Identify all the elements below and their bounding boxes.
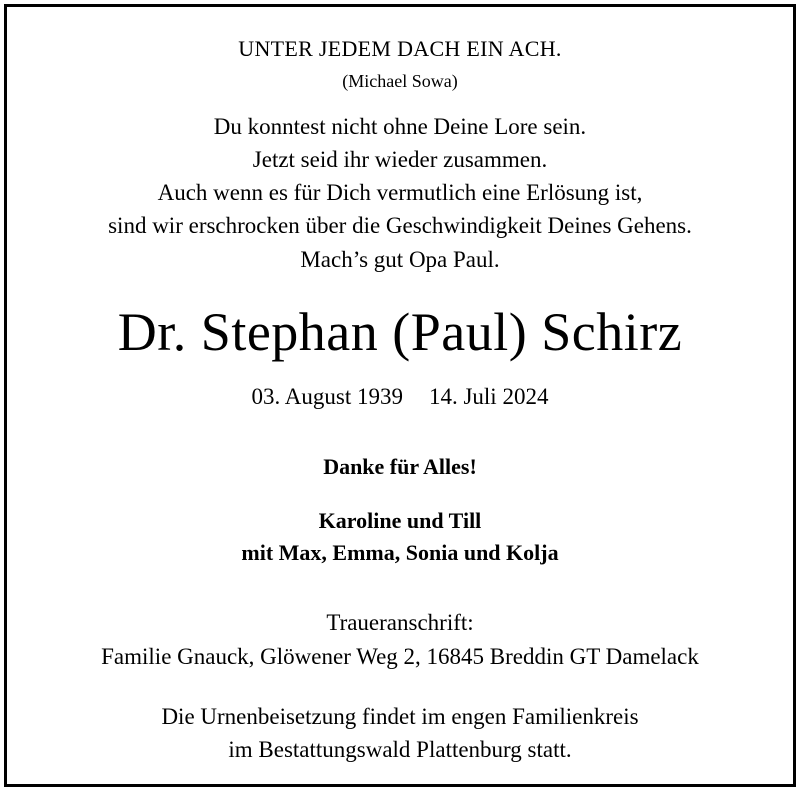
burial-info-line: im Bestattungswald Plattenburg statt. bbox=[228, 737, 572, 762]
thanks-text: Danke für Alles! bbox=[323, 454, 477, 479]
motto-author: (Michael Sowa) bbox=[342, 71, 458, 91]
poem-line: Du konntest nicht ohne Deine Lore sein. bbox=[213, 114, 587, 139]
birth-date: 03. August 1939 bbox=[251, 384, 403, 409]
burial-info-line: Die Urnenbeisetzung findet im engen Familienkreis bbox=[161, 704, 639, 729]
poem-line: Mach’s gut Opa Paul. bbox=[300, 247, 500, 272]
motto-text: UNTER JEDEM DACH EIN ACH. bbox=[238, 36, 562, 61]
address-label: Traueranschrift: bbox=[326, 610, 474, 635]
deceased-name: Dr. Stephan (Paul) Schirz bbox=[117, 302, 683, 362]
mourner-line: mit Max, Emma, Sonia und Kolja bbox=[241, 540, 559, 565]
death-date: 14. Juli 2024 bbox=[428, 384, 549, 409]
life-dates bbox=[0, 384, 800, 410]
poem-line: sind wir erschrocken über die Geschwindigkeit Deines Gehens. bbox=[108, 213, 692, 238]
poem-line: Auch wenn es für Dich vermutlich eine Erlösung ist, bbox=[157, 180, 643, 205]
mourner-line: Karoline und Till bbox=[318, 508, 482, 533]
poem-line: Jetzt seid ihr wieder zusammen. bbox=[252, 147, 548, 172]
address-value: Familie Gnauck, Glöwener Weg 2, 16845 Breddin GT Damelack bbox=[101, 644, 699, 669]
